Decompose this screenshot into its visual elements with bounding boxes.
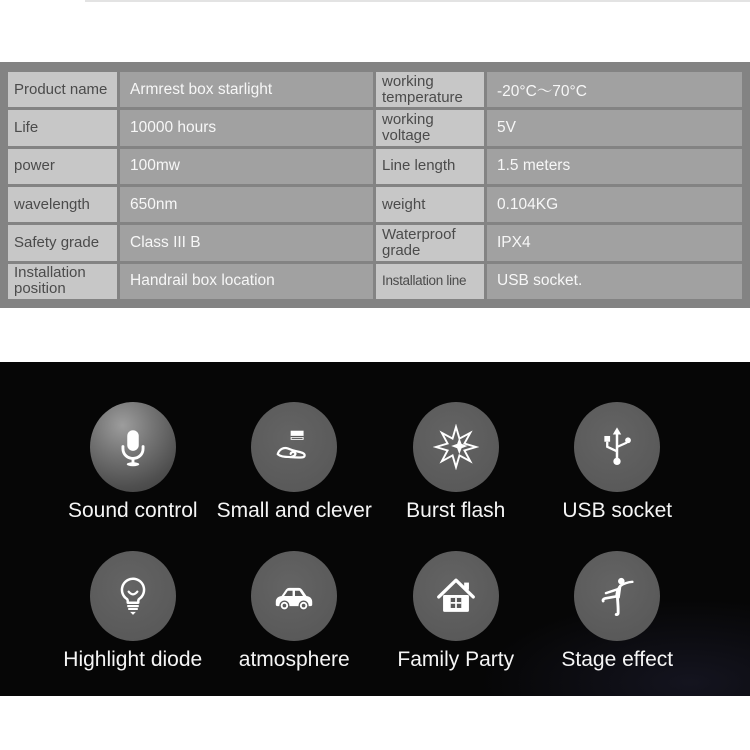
top-divider: [85, 0, 750, 2]
spec-value-product-name: Armrest box starlight: [120, 72, 373, 107]
feature-family-party: [375, 551, 537, 672]
hand-box-icon: [271, 424, 317, 470]
feature-small-and-clever: [214, 402, 376, 523]
house-icon: [433, 573, 479, 619]
usb-icon: [594, 424, 640, 470]
spec-value-working-voltage: 5V: [487, 110, 742, 145]
spec-label-power: power: [8, 149, 117, 184]
feature-label: Sound control: [67, 499, 198, 522]
features-panel: [0, 362, 750, 696]
burst-icon: [433, 424, 479, 470]
bulb-icon: [110, 573, 156, 619]
spec-label-installation-position: Installation position: [8, 264, 117, 299]
spec-label-life: Life: [8, 110, 117, 145]
feature-label: USB socket: [562, 499, 673, 522]
feature-bubble: [574, 402, 660, 492]
spec-value-safety-grade: Class III B: [120, 225, 373, 260]
microphone-icon: [110, 424, 156, 470]
features-row-1: [0, 402, 750, 523]
feature-label: Stage effect: [561, 648, 674, 671]
spec-label-wavelength: wavelength: [8, 187, 117, 222]
feature-label: atmosphere: [238, 648, 350, 671]
feature-bubble: [251, 402, 337, 492]
spec-table: [0, 62, 750, 308]
spec-label-safety-grade: Safety grade: [8, 225, 117, 260]
spec-value-life: 10000 hours: [120, 110, 373, 145]
feature-usb-socket: [537, 402, 699, 523]
spec-value-weight: 0.104KG: [487, 187, 742, 222]
feature-label: Family Party: [397, 648, 515, 671]
spec-value-installation-line: USB socket.: [487, 264, 742, 299]
feature-bubble: [90, 402, 176, 492]
spec-value-power: 100mw: [120, 149, 373, 184]
spec-value-line-length: 1.5 meters: [487, 149, 742, 184]
dancer-icon: [594, 573, 640, 619]
feature-bubble: [574, 551, 660, 641]
feature-highlight-diode: [52, 551, 214, 672]
features-row-2: [0, 551, 750, 672]
spec-label-product-name: Product name: [8, 72, 117, 107]
feature-bubble: [413, 551, 499, 641]
feature-label: Small and clever: [216, 499, 372, 522]
spec-value-wavelength: 650nm: [120, 187, 373, 222]
spec-label-waterproof-grade: Waterproof grade: [376, 225, 484, 260]
feature-label: Burst flash: [406, 499, 506, 522]
feature-atmosphere: [214, 551, 376, 672]
spec-label-weight: weight: [376, 187, 484, 222]
spec-value-waterproof-grade: IPX4: [487, 225, 742, 260]
spec-label-working-temperature: working temperature: [376, 72, 484, 107]
feature-bubble: [251, 551, 337, 641]
spec-value-installation-position: Handrail box location: [120, 264, 373, 299]
feature-burst-flash: [375, 402, 537, 523]
spec-label-installation-line: Installation line: [376, 264, 484, 299]
feature-sound-control: [52, 402, 214, 523]
feature-label: Highlight diode: [63, 648, 203, 671]
feature-bubble: [413, 402, 499, 492]
feature-bubble: [90, 551, 176, 641]
car-icon: [271, 573, 317, 619]
spec-label-working-voltage: working voltage: [376, 110, 484, 145]
spec-value-working-temperature: -20°C～70°C: [487, 72, 742, 107]
spec-label-line-length: Line length: [376, 149, 484, 184]
feature-stage-effect: [537, 551, 699, 672]
